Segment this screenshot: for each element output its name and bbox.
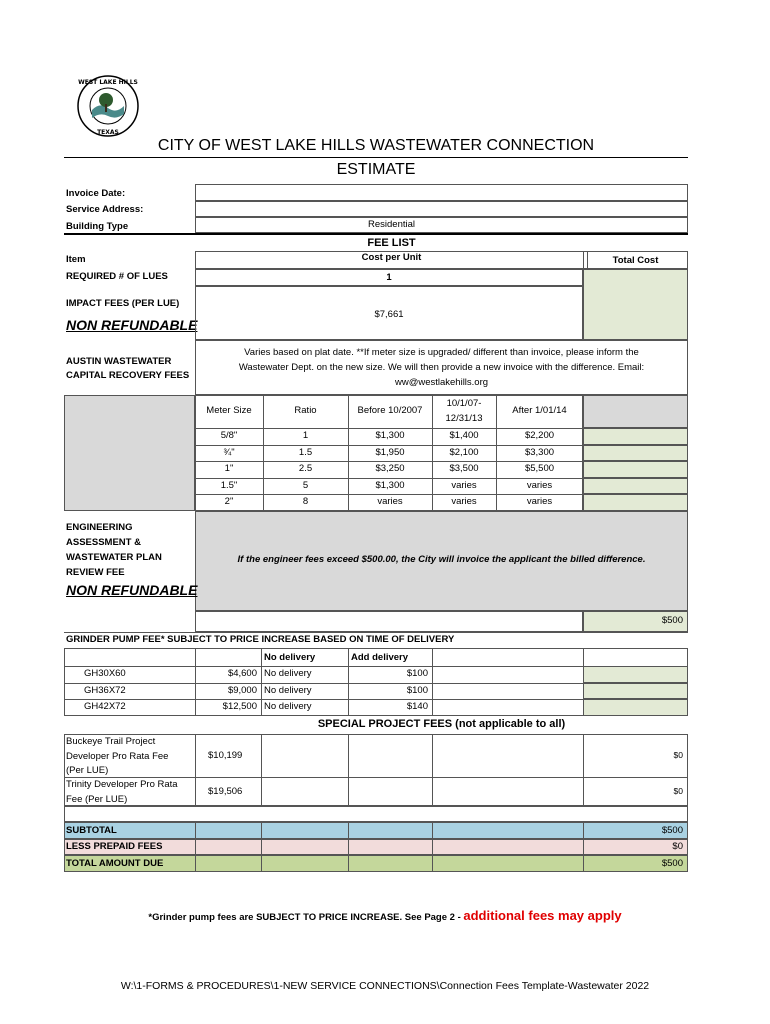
meter-cell: 1 (302, 430, 309, 441)
engineering-label-line1: ENGINEERING (66, 522, 133, 533)
grinder-total-cell[interactable] (583, 699, 688, 716)
meter-cell: $1,950 (375, 446, 405, 458)
before-2007-header: Before 10/2007 (357, 405, 423, 416)
file-path: W:\1-FORMS & PROCEDURES\1-NEW SERVICE CONNECTIONS\Connection Fees Template-Wastewater 2022 (120, 980, 650, 992)
invoice-date-field[interactable] (195, 184, 688, 201)
meter-cell: $1,400 (449, 430, 479, 441)
austin-fee-label-line2: CAPITAL RECOVERY FEES (66, 370, 190, 381)
subtotal-value: $500 (661, 825, 683, 836)
special-fee-label: Buckeye Trail Project (66, 736, 156, 747)
special-col-line (348, 734, 349, 806)
meter-cell: varies (451, 496, 477, 508)
special-fee-cost: $10,199 (208, 749, 243, 761)
engineering-blank-cell (195, 611, 583, 632)
meter-cell: $3,500 (449, 463, 479, 475)
meter-cell: 2.5 (298, 463, 313, 475)
meter-cell: 2" (224, 496, 234, 508)
service-address-label: Service Address: (66, 204, 144, 215)
grinder-total-cell[interactable] (583, 683, 688, 700)
meter-cell: $3,300 (524, 446, 555, 458)
meter-cell: 5/8" (220, 430, 238, 441)
meter-total-cell[interactable] (583, 445, 688, 462)
meter-total-cell[interactable] (583, 478, 688, 495)
grinder-delivery: No delivery (264, 684, 312, 696)
special-fee-label: Trinity Developer Pro Rata (66, 779, 178, 790)
meter-right-shade (583, 395, 688, 428)
special-fee-total: $0 (673, 785, 683, 796)
special-fee-label: (Per LUE) (66, 765, 109, 776)
additional-fees-note: additional fees may apply (463, 908, 622, 923)
add-delivery-header: Add delivery (351, 652, 409, 663)
grinder-price: $12,500 (222, 701, 257, 713)
building-type-value: Residential (368, 219, 415, 230)
meter-left-shade (64, 395, 195, 511)
austin-note-line2: Wastewater Dept. on the new size. We will then provide a new invoice with the difference. Email: (238, 362, 645, 373)
total-due-label: TOTAL AMOUNT DUE (66, 858, 164, 869)
item-header: Item (66, 254, 86, 265)
meter-cell: 1.5 (298, 446, 313, 458)
meter-cell: varies (451, 479, 477, 491)
fee-list-heading: FEE LIST (367, 237, 416, 249)
totals-col-line (432, 822, 433, 872)
special-fee-total: $0 (673, 749, 683, 760)
meter-cell: $1,300 (375, 479, 405, 491)
form-subtitle: ESTIMATE (336, 161, 416, 178)
engineering-label-line2: ASSESSMENT & (66, 537, 141, 548)
engineering-label-line4: REVIEW FEE (66, 567, 125, 578)
ratio-header: Ratio (294, 405, 317, 416)
meter-cell: varies (526, 496, 553, 508)
meter-cell: 1" (224, 463, 234, 475)
impact-fees-label: IMPACT FEES (PER LUE) (66, 298, 180, 309)
2007-2013-header-line1: 10/1/07- (446, 398, 482, 409)
meter-size-header: Meter Size (206, 405, 252, 416)
meter-cell: $3,250 (375, 463, 405, 475)
engineering-total-value: $500 (661, 615, 683, 626)
less-prepaid-value: $0 (672, 841, 683, 852)
city-seal-logo (76, 74, 140, 138)
meter-cell: 1.5" (220, 479, 238, 491)
total-due-value: $500 (661, 858, 683, 869)
totals-col-line (261, 822, 262, 872)
grinder-delivery: No delivery (264, 668, 312, 679)
meter-total-cell[interactable] (583, 461, 688, 478)
meter-cell: $1,300 (375, 430, 405, 441)
austin-note-email[interactable]: ww@westlakehills.org (394, 377, 489, 388)
meter-cell: $5,500 (524, 463, 555, 475)
svg-text:WEST LAKE HILLS: WEST LAKE HILLS (78, 79, 138, 86)
grinder-model: GH36X72 (84, 684, 126, 696)
non-refundable-label-2: NON REFUNDABLE (66, 582, 198, 598)
spacer-row (64, 806, 688, 822)
austin-note-line1: Varies based on plat date. **If meter size is upgraded/ different than invoice, please inform the (244, 347, 639, 358)
special-col-line (432, 734, 433, 806)
totals-col-line (348, 822, 349, 872)
grinder-total-cell[interactable] (583, 666, 688, 683)
special-fee-label: Fee (Per LUE) (66, 793, 128, 805)
grinder-delivery-fee: $100 (406, 668, 428, 679)
meter-cell: varies (377, 496, 403, 508)
engineering-note: If the engineer fees exceed $500.00, the City will invoice the applicant the billed difference. (237, 554, 646, 565)
engineering-label-line3: WASTEWATER PLAN (66, 552, 162, 563)
grinder-price-note (0, 908, 770, 924)
total-cost-header: Total Cost (612, 255, 659, 266)
service-address-field[interactable] (195, 201, 688, 217)
totals-col-line (195, 822, 196, 872)
grinder-delivery-fee: $100 (406, 684, 428, 696)
grinder-model: GH30X60 (84, 668, 126, 679)
grinder-header: GRINDER PUMP FEE* SUBJECT TO PRICE INCREASE BASED ON TIME OF DELIVERY (66, 634, 455, 645)
meter-cell: ¾" (223, 446, 235, 458)
special-fees-header: SPECIAL PROJECT FEES (not applicable to all) (317, 718, 566, 730)
required-lues-value: 1 (386, 272, 392, 283)
building-type-label: Building Type (66, 221, 129, 232)
meter-cell: 5 (302, 479, 309, 491)
austin-fee-label-line1: AUSTIN WASTEWATER (66, 356, 172, 367)
non-refundable-label-1: NON REFUNDABLE (66, 317, 198, 333)
form-title: CITY OF WEST LAKE HILLS WASTEWATER CONNECTION (157, 137, 595, 154)
special-fee-cost: $19,506 (208, 785, 243, 797)
title-rule (64, 157, 688, 158)
meter-cell: $2,200 (524, 430, 555, 441)
meter-cell: $2,100 (449, 446, 479, 458)
2007-2013-header-line2: 12/31/13 (445, 413, 483, 424)
special-fee-label: Developer Pro Rata Fee (66, 750, 169, 762)
invoice-date-label: Invoice Date: (66, 188, 126, 199)
grinder-price: $4,600 (227, 668, 257, 679)
impact-fees-value: $7,661 (374, 309, 404, 320)
grinder-model: GH42X72 (84, 701, 126, 713)
special-row-line (64, 777, 688, 778)
required-lues-label: REQUIRED # OF LUES (66, 271, 168, 282)
svg-text:TEXAS: TEXAS (97, 129, 119, 136)
subtotal-label: SUBTOTAL (66, 825, 117, 836)
special-col-line (195, 734, 196, 806)
impact-total-cell[interactable] (583, 269, 688, 340)
meter-total-cell[interactable] (583, 428, 688, 445)
meter-cell: varies (526, 479, 553, 491)
meter-total-cell[interactable] (583, 494, 688, 511)
grinder-delivery-fee: $140 (406, 701, 428, 713)
after-2014-header: After 1/01/14 (512, 405, 567, 416)
grinder-top-rule (64, 632, 688, 633)
fee-list-rule (64, 233, 688, 235)
grinder-price-note-text: *Grinder pump fees are SUBJECT TO PRICE INCREASE. See Page 2 - (148, 912, 464, 923)
grinder-price: $9,000 (227, 684, 257, 696)
cost-per-unit-header: Cost per Unit (361, 252, 422, 263)
grinder-delivery: No delivery (264, 701, 312, 713)
meter-cell: 8 (302, 496, 309, 508)
less-prepaid-label: LESS PREPAID FEES (66, 841, 163, 852)
no-delivery-header: No delivery (264, 652, 316, 663)
special-col-line (261, 734, 262, 806)
